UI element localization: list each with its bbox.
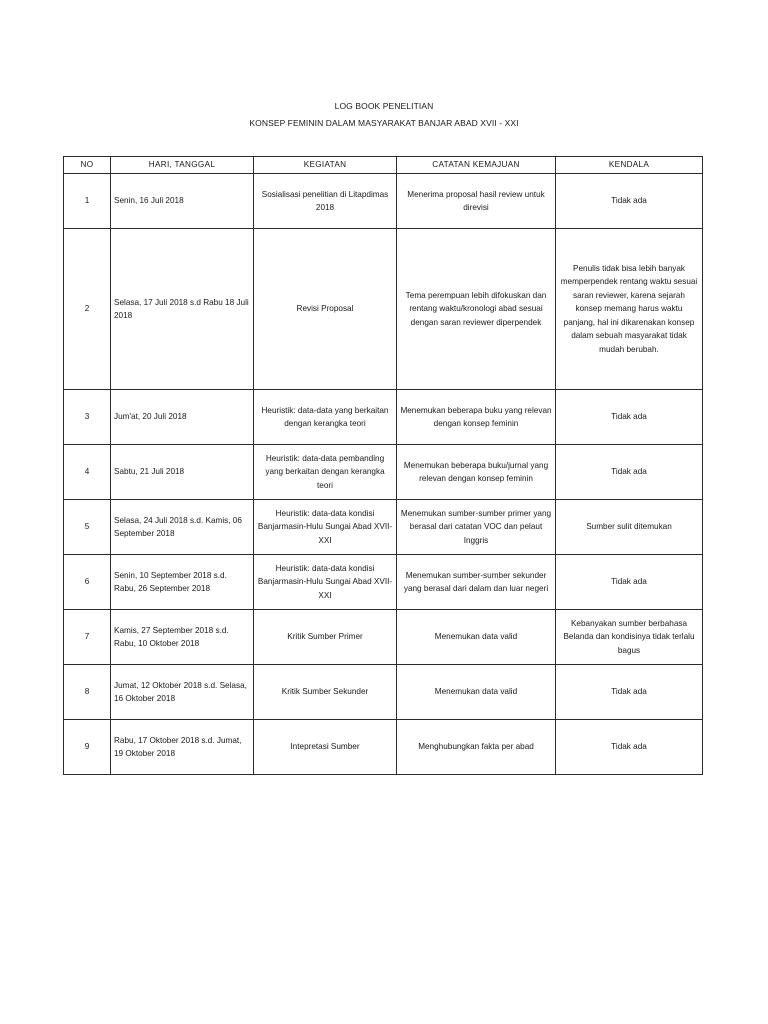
row-progress: Menemukan data valid bbox=[397, 610, 556, 665]
table-row bbox=[64, 229, 703, 390]
row-number: 9 bbox=[64, 720, 111, 775]
document-subtitle: KONSEP FEMININ DALAM MASYARAKAT BANJAR ABAD XVII - XXI bbox=[249, 118, 519, 128]
row-number: 6 bbox=[64, 555, 111, 610]
row-activity: Sosialisasi penelitian di Litapdimas 2018 bbox=[254, 174, 397, 229]
column-header-obstacle: KENDALA bbox=[556, 157, 703, 174]
row-activity: Heuristik: data-data kondisi Banjarmasin-Hulu Sungai Abad XVII-XXI bbox=[254, 500, 397, 555]
table-row bbox=[64, 610, 703, 665]
row-progress: Menemukan sumber-sumber primer yang berasal dari catatan VOC dan pelaut Inggris bbox=[397, 500, 556, 555]
row-obstacle: Tidak ada bbox=[556, 445, 703, 500]
row-activity: Heuristik: data-data kondisi Banjarmasin-Hulu Sungai Abad XVII-XXI bbox=[254, 555, 397, 610]
table-row bbox=[64, 665, 703, 720]
row-date: Jum'at, 20 Juli 2018 bbox=[111, 390, 254, 445]
row-date: Rabu, 17 Oktober 2018 s.d. Jumat, 19 Oktober 2018 bbox=[111, 720, 254, 775]
row-activity: Heuristik: data-data yang berkaitan dengan kerangka teori bbox=[254, 390, 397, 445]
row-progress: Menerima proposal hasil review untuk direvisi bbox=[397, 174, 556, 229]
row-number: 5 bbox=[64, 500, 111, 555]
row-progress: Menghubungkan fakta per abad bbox=[397, 720, 556, 775]
column-header-date: HARI, TANGGAL bbox=[111, 157, 254, 174]
row-date: Senin, 10 September 2018 s.d. Rabu, 26 September 2018 bbox=[111, 555, 254, 610]
row-number: 4 bbox=[64, 445, 111, 500]
row-date: Selasa, 24 Juli 2018 s.d. Kamis, 06 September 2018 bbox=[111, 500, 254, 555]
row-activity: Kritik Sumber Sekunder bbox=[254, 665, 397, 720]
row-progress: Tema perempuan lebih difokuskan dan rentang waktu/kronologi abad sesuai dengan saran reviewer diperpendek bbox=[397, 229, 556, 390]
row-obstacle: Tidak ada bbox=[556, 174, 703, 229]
row-date: Senin, 16 Juli 2018 bbox=[111, 174, 254, 229]
row-date: Kamis, 27 September 2018 s.d. Rabu, 10 Oktober 2018 bbox=[111, 610, 254, 665]
row-obstacle: Tidak ada bbox=[556, 665, 703, 720]
document-header bbox=[0, 98, 768, 132]
table-row bbox=[64, 720, 703, 775]
row-obstacle: Tidak ada bbox=[556, 390, 703, 445]
row-activity: Kritik Sumber Primer bbox=[254, 610, 397, 665]
column-header-progress: CATATAN KEMAJUAN bbox=[397, 157, 556, 174]
row-number: 1 bbox=[64, 174, 111, 229]
row-obstacle: Kebanyakan sumber berbahasa Belanda dan kondisinya tidak terlalu bagus bbox=[556, 610, 703, 665]
row-obstacle: Tidak ada bbox=[556, 720, 703, 775]
row-activity: Intepretasi Sumber bbox=[254, 720, 397, 775]
row-number: 8 bbox=[64, 665, 111, 720]
log-book-table bbox=[63, 156, 703, 775]
row-date: Sabtu, 21 Juli 2018 bbox=[111, 445, 254, 500]
row-progress: Menemukan data valid bbox=[397, 665, 556, 720]
table-row bbox=[64, 174, 703, 229]
document-title: LOG BOOK PENELITIAN bbox=[334, 101, 434, 111]
column-header-activity: KEGIATAN bbox=[254, 157, 397, 174]
table-header-row bbox=[64, 157, 703, 174]
table-row bbox=[64, 500, 703, 555]
row-date: Jumat, 12 Oktober 2018 s.d. Selasa, 16 Oktober 2018 bbox=[111, 665, 254, 720]
row-activity: Heuristik: data-data pembanding yang berkaitan dengan kerangka teori bbox=[254, 445, 397, 500]
row-date: Selasa, 17 Juli 2018 s.d Rabu 18 Juli 2018 bbox=[111, 229, 254, 390]
row-obstacle: Penulis tidak bisa lebih banyak memperpendek rentang waktu sesuai saran reviewer, karena sejarah konsep memang harus waktu panjang, hal ini dikarenakan konsep dalam sebuah masyarakat tidak mudah berubah. bbox=[556, 229, 703, 390]
table-row bbox=[64, 445, 703, 500]
column-header-no: NO bbox=[64, 157, 111, 174]
row-obstacle: Sumber sulit ditemukan bbox=[556, 500, 703, 555]
row-obstacle: Tidak ada bbox=[556, 555, 703, 610]
row-activity: Revisi Proposal bbox=[254, 229, 397, 390]
row-progress: Menemukan beberapa buku yang relevan dengan konsep feminin bbox=[397, 390, 556, 445]
row-progress: Menemukan beberapa buku/jurnal yang relevan dengan konsep feminin bbox=[397, 445, 556, 500]
row-number: 7 bbox=[64, 610, 111, 665]
row-number: 3 bbox=[64, 390, 111, 445]
table-row bbox=[64, 390, 703, 445]
table-row bbox=[64, 555, 703, 610]
row-number: 2 bbox=[64, 229, 111, 390]
row-progress: Menemukan sumber-sumber sekunder yang berasal dari dalam dan luar negeri bbox=[397, 555, 556, 610]
